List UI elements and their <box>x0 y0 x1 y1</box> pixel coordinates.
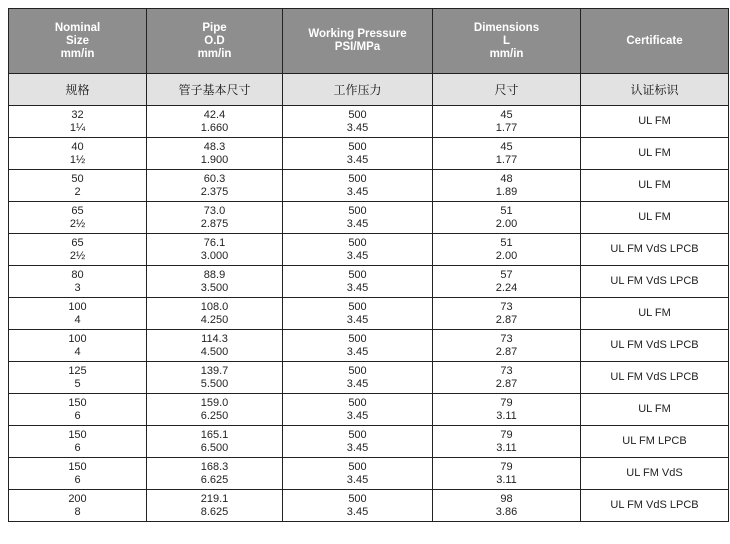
header-nominal-size <box>9 9 147 74</box>
cell-value: 76.1 <box>203 236 226 249</box>
cell-value: 6 <box>74 441 81 454</box>
cell-dimensions <box>433 458 581 490</box>
subheader-row <box>9 74 729 106</box>
cell-value: 57 <box>500 268 513 281</box>
header-text: Working Pressure <box>308 28 407 40</box>
cell-value: 3.11 <box>496 409 517 422</box>
cell-value: 2.375 <box>200 185 229 198</box>
cell-value: 50 <box>71 172 84 185</box>
cell-certificate: UL FM <box>581 298 729 330</box>
cell-value: 500 <box>348 364 367 377</box>
table-row <box>9 362 729 394</box>
cell-value: 2½ <box>69 217 86 230</box>
cell-value: 98 <box>500 492 513 505</box>
cell-value: 165.1 <box>200 428 229 441</box>
header-text: Dimensions <box>473 21 540 34</box>
cell-value: 51 <box>500 236 513 249</box>
cell-value: 2.87 <box>495 345 518 358</box>
cell-value: 65 <box>71 204 84 217</box>
cell-pipe-od <box>147 394 283 426</box>
cell-value: 3.45 <box>346 153 369 166</box>
cell-working-pressure <box>283 362 433 394</box>
subheader-size: 规格 <box>9 74 147 106</box>
cell-value: 500 <box>348 300 367 313</box>
cell-certificate: UL FM VdS LPCB <box>581 362 729 394</box>
cell-value: 3.45 <box>346 441 369 454</box>
cell-value: 3.000 <box>200 249 229 262</box>
cell-nominal-size <box>9 106 147 138</box>
cell-value: 1.660 <box>200 121 229 134</box>
cell-certificate: UL FM <box>581 202 729 234</box>
cell-value: 125 <box>68 364 87 377</box>
cell-value: 500 <box>348 204 367 217</box>
cell-value: 2.00 <box>495 249 518 262</box>
cell-value: 4 <box>74 313 81 326</box>
cell-certificate: UL FM <box>581 138 729 170</box>
header-text: Pipe <box>202 21 227 34</box>
cell-nominal-size <box>9 266 147 298</box>
cell-nominal-size <box>9 298 147 330</box>
cell-working-pressure <box>283 266 433 298</box>
header-text: PSI/MPa <box>334 41 381 53</box>
cell-value: 3 <box>74 281 81 294</box>
cell-value: 150 <box>68 428 87 441</box>
cell-value: 42.4 <box>203 108 226 121</box>
cell-value: 2 <box>74 185 81 198</box>
cell-certificate: UL FM <box>581 170 729 202</box>
cell-value: 3.45 <box>346 345 369 358</box>
cell-value: 500 <box>348 396 367 409</box>
cell-nominal-size <box>9 458 147 490</box>
cell-dimensions <box>433 490 581 522</box>
cell-value: 8.625 <box>200 505 229 518</box>
cell-value: 1.77 <box>495 121 518 134</box>
cell-dimensions <box>433 330 581 362</box>
cell-value: 114.3 <box>201 332 228 345</box>
header-text: mm/in <box>489 47 524 60</box>
table-header <box>9 9 729 106</box>
cell-pipe-od <box>147 138 283 170</box>
cell-nominal-size <box>9 330 147 362</box>
table-row <box>9 138 729 170</box>
cell-value: 3.45 <box>346 217 369 230</box>
cell-value: 45 <box>500 140 513 153</box>
cell-pipe-od <box>147 330 283 362</box>
cell-value: 73.0 <box>203 204 226 217</box>
cell-dimensions <box>433 426 581 458</box>
cell-nominal-size <box>9 394 147 426</box>
table-body <box>9 106 729 522</box>
cell-certificate: UL FM LPCB <box>581 426 729 458</box>
header-text: O.D <box>204 34 225 47</box>
cell-pipe-od <box>147 426 283 458</box>
cell-nominal-size <box>9 490 147 522</box>
cell-value: 108.0 <box>200 300 229 313</box>
header-text: L <box>502 34 511 47</box>
cell-value: 4.500 <box>200 345 229 358</box>
cell-value: 51 <box>500 204 513 217</box>
table-row <box>9 106 729 138</box>
cell-working-pressure <box>283 458 433 490</box>
table-row <box>9 298 729 330</box>
cell-certificate: UL FM VdS LPCB <box>581 234 729 266</box>
subheader-certificate: 认证标识 <box>581 74 729 106</box>
table-row <box>9 234 729 266</box>
cell-pipe-od <box>147 202 283 234</box>
cell-value: 65 <box>71 236 84 249</box>
cell-value: 1½ <box>69 153 86 166</box>
cell-working-pressure <box>283 234 433 266</box>
cell-value: 6.500 <box>200 441 229 454</box>
cell-certificate: UL FM <box>581 394 729 426</box>
cell-pipe-od <box>147 106 283 138</box>
table-row <box>9 394 729 426</box>
cell-value: 2.00 <box>495 217 518 230</box>
cell-dimensions <box>433 234 581 266</box>
cell-working-pressure <box>283 330 433 362</box>
cell-value: 48.3 <box>203 140 226 153</box>
cell-dimensions <box>433 202 581 234</box>
cell-value: 3.86 <box>495 505 518 518</box>
table-row <box>9 202 729 234</box>
cell-certificate: UL FM VdS LPCB <box>581 266 729 298</box>
cell-value: 40 <box>71 140 84 153</box>
table-row <box>9 490 729 522</box>
cell-working-pressure <box>283 298 433 330</box>
cell-pipe-od <box>147 234 283 266</box>
cell-value: 159.0 <box>200 396 229 409</box>
cell-value: 3.11 <box>496 441 517 454</box>
cell-value: 2.875 <box>200 217 229 230</box>
cell-certificate: UL FM VdS LPCB <box>581 490 729 522</box>
header-text: Nominal <box>54 21 101 34</box>
cell-value: 500 <box>348 236 367 249</box>
cell-value: 3.45 <box>346 313 369 326</box>
header-text: mm/in <box>60 47 95 60</box>
cell-value: 3.45 <box>346 249 369 262</box>
cell-value: 80 <box>71 268 84 281</box>
cell-value: 1.89 <box>495 185 518 198</box>
cell-value: 2½ <box>69 249 86 262</box>
cell-value: 3.500 <box>200 281 229 294</box>
header-text: mm/in <box>197 47 232 60</box>
cell-value: 500 <box>348 460 367 473</box>
cell-value: 100 <box>68 300 87 313</box>
cell-value: 5.500 <box>200 377 229 390</box>
header-text: Certificate <box>626 34 683 47</box>
cell-value: 6 <box>74 409 81 422</box>
cell-pipe-od <box>147 170 283 202</box>
cell-value: 500 <box>348 140 367 153</box>
cell-value: 1¼ <box>69 121 86 134</box>
cell-value: 79 <box>500 460 513 473</box>
cell-nominal-size <box>9 138 147 170</box>
cell-value: 150 <box>68 460 87 473</box>
cell-value: 219.1 <box>200 492 229 505</box>
header-row <box>9 9 729 74</box>
cell-pipe-od <box>147 458 283 490</box>
cell-dimensions <box>433 298 581 330</box>
header-pipe-od <box>147 9 283 74</box>
cell-value: 500 <box>348 492 367 505</box>
cell-value: 150 <box>68 396 87 409</box>
cell-value: 6.250 <box>200 409 229 422</box>
cell-certificate: UL FM VdS LPCB <box>581 330 729 362</box>
cell-value: 8 <box>74 505 81 518</box>
cell-pipe-od <box>147 490 283 522</box>
cell-working-pressure <box>283 202 433 234</box>
cell-value: 100 <box>68 332 87 345</box>
cell-dimensions <box>433 170 581 202</box>
cell-working-pressure <box>283 138 433 170</box>
cell-pipe-od <box>147 298 283 330</box>
cell-value: 500 <box>348 108 367 121</box>
cell-certificate: UL FM VdS <box>581 458 729 490</box>
cell-value: 1.900 <box>200 153 229 166</box>
cell-nominal-size <box>9 362 147 394</box>
table-row <box>9 330 729 362</box>
cell-dimensions <box>433 266 581 298</box>
cell-value: 1.77 <box>495 153 518 166</box>
cell-value: 500 <box>348 172 367 185</box>
cell-working-pressure <box>283 490 433 522</box>
cell-value: 2.87 <box>495 377 518 390</box>
cell-value: 73 <box>500 364 513 377</box>
subheader-dimensions: 尺寸 <box>433 74 581 106</box>
cell-value: 60.3 <box>203 172 226 185</box>
cell-working-pressure <box>283 106 433 138</box>
cell-value: 200 <box>68 492 87 505</box>
cell-value: 3.45 <box>346 281 369 294</box>
cell-nominal-size <box>9 170 147 202</box>
cell-value: 2.87 <box>495 313 518 326</box>
cell-certificate: UL FM <box>581 106 729 138</box>
cell-value: 3.11 <box>496 473 517 486</box>
table-row <box>9 170 729 202</box>
cell-value: 3.45 <box>346 409 369 422</box>
cell-value: 73 <box>500 332 513 345</box>
header-dimensions <box>433 9 581 74</box>
cell-pipe-od <box>147 362 283 394</box>
cell-value: 500 <box>348 332 367 345</box>
cell-value: 79 <box>500 428 513 441</box>
cell-value: 139.7 <box>200 364 229 377</box>
header-working-pressure <box>283 9 433 74</box>
cell-value: 500 <box>348 268 367 281</box>
cell-value: 6 <box>74 473 81 486</box>
cell-dimensions <box>433 106 581 138</box>
spec-table <box>8 8 729 522</box>
cell-value: 5 <box>74 377 81 390</box>
cell-value: 168.3 <box>200 460 229 473</box>
cell-value: 4 <box>74 345 81 358</box>
cell-nominal-size <box>9 426 147 458</box>
cell-pipe-od <box>147 266 283 298</box>
table-row <box>9 458 729 490</box>
cell-value: 3.45 <box>346 505 369 518</box>
cell-value: 32 <box>71 108 84 121</box>
header-text: Size <box>65 34 89 47</box>
cell-value: 4.250 <box>200 313 229 326</box>
subheader-pressure: 工作压力 <box>283 74 433 106</box>
cell-value: 88.9 <box>203 268 226 281</box>
cell-value: 3.45 <box>346 185 369 198</box>
cell-nominal-size <box>9 234 147 266</box>
cell-value: 3.45 <box>346 121 369 134</box>
subheader-od: 管子基本尺寸 <box>147 74 283 106</box>
cell-value: 45 <box>500 108 513 121</box>
cell-dimensions <box>433 138 581 170</box>
header-certificate <box>581 9 729 74</box>
cell-value: 73 <box>500 300 513 313</box>
cell-working-pressure <box>283 394 433 426</box>
cell-value: 48 <box>500 172 513 185</box>
cell-dimensions <box>433 362 581 394</box>
cell-dimensions <box>433 394 581 426</box>
cell-nominal-size <box>9 202 147 234</box>
cell-value: 3.45 <box>346 473 369 486</box>
cell-value: 500 <box>348 428 367 441</box>
cell-working-pressure <box>283 170 433 202</box>
table-row <box>9 426 729 458</box>
table-row <box>9 266 729 298</box>
cell-value: 2.24 <box>495 281 518 294</box>
cell-value: 6.625 <box>200 473 229 486</box>
cell-working-pressure <box>283 426 433 458</box>
cell-value: 3.45 <box>346 377 369 390</box>
cell-value: 79 <box>500 396 513 409</box>
